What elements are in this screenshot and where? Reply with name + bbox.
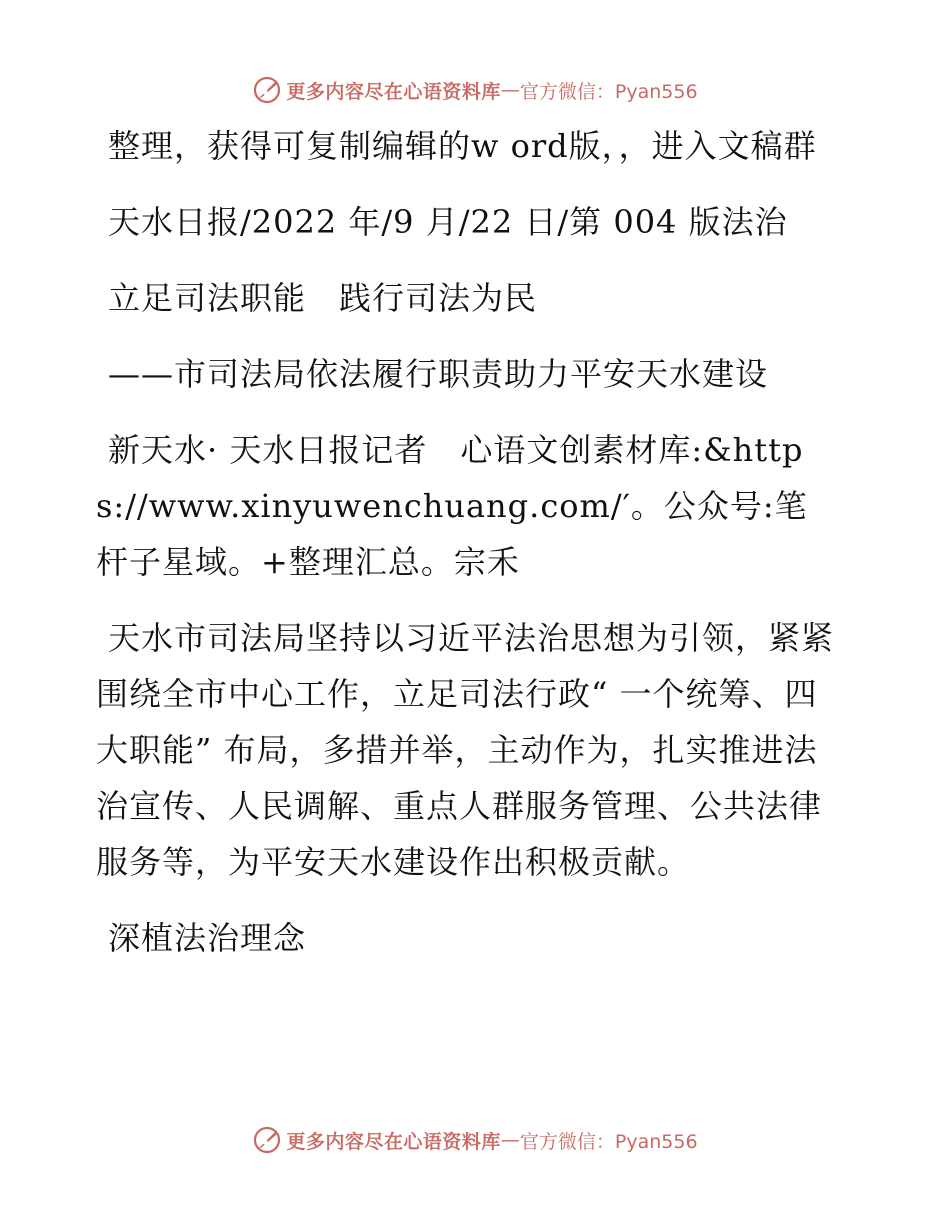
header-banner <box>0 70 950 110</box>
article-title: 立足司法职能 践行司法为民 <box>108 279 538 317</box>
source-line: 天水日报/2022 年/9 月/22 日/第 004 版法治 <box>108 203 788 241</box>
section-heading: 深植法治理念 <box>108 919 307 957</box>
body-paragraph: 天水市司法局坚持以习近平法治思想为引领，紧紧围绕全市中心工作，立足司法行政“ 一个统筹、四大职能” 布局，多措并举，主动作为，扎实推进法治宣传、人民调解、重点人群服务管理、公共法律服务等，为平安天水建设作出积极贡献。 <box>96 619 835 881</box>
header-banner-text: 更多内容尽在心语资料库 <box>286 80 501 103</box>
header-banner-separator: — <box>500 79 520 101</box>
document-body <box>96 118 836 986</box>
byline-paragraph: 新天水· 天水日报记者 心语文创素材库:&https://www.xinyuwenchuang.com/′。公众号:笔杆子星域。+整理汇总。宗禾 <box>96 431 808 581</box>
footer-banner <box>0 1120 950 1160</box>
header-wechat: 官方微信：Pyan556 <box>519 80 698 103</box>
quill-pen-logo-icon <box>252 75 282 105</box>
footer-banner-separator: — <box>500 1129 520 1151</box>
quill-pen-logo-icon <box>252 1125 282 1155</box>
article-subtitle: ——市司法局依法履行职责助力平安天水建设 <box>108 355 769 393</box>
footer-wechat: 官方微信：Pyan556 <box>519 1130 698 1153</box>
footer-banner-text: 更多内容尽在心语资料库 <box>286 1130 501 1153</box>
intro-paragraph: 整理，获得可复制编辑的w ord版，，进入文稿群 <box>108 127 817 165</box>
